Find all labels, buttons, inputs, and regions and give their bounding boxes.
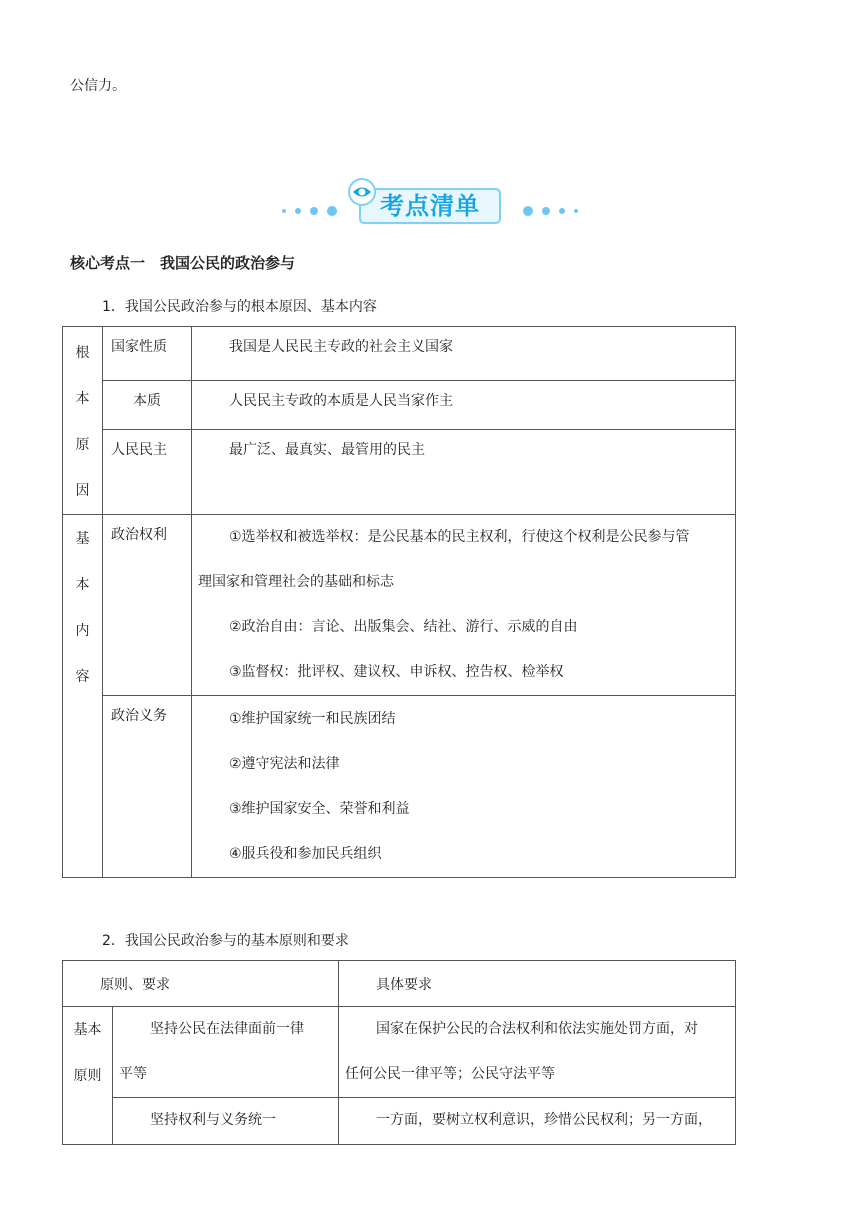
table1-heading: 1．我国公民政治参与的根本原因、基本内容	[102, 299, 377, 315]
group-label-basic-principle: 基本 原则	[63, 1007, 113, 1145]
row-label: 政治权利	[103, 515, 192, 696]
eye-icon	[348, 178, 376, 206]
row-label: 本质	[103, 381, 192, 430]
banner-title: 考点清单	[359, 188, 501, 224]
section-banner	[282, 178, 578, 230]
section-heading: 核心考点一 我国公民的政治参与	[70, 254, 296, 272]
lead-text: 公信力。	[70, 78, 126, 94]
table-row	[63, 1007, 736, 1098]
header-principle: 原则、要求	[63, 961, 339, 1007]
detail-cell: 一方面，要树立权利意识，珍惜公民权利；另一方面，	[339, 1098, 736, 1145]
detail-cell: 国家在保护公民的合法权利和依法实施处罚方面，对 任何公民一律平等；公民守法平等	[339, 1007, 736, 1098]
table-reasons-content	[62, 326, 736, 878]
banner-dots-right	[523, 206, 578, 216]
table-header-row	[63, 961, 736, 1007]
principle-cell: 坚持权利与义务统一	[113, 1098, 339, 1145]
row-label: 政治义务	[103, 696, 192, 878]
table-row	[63, 430, 736, 515]
row-content: ①选举权和被选举权：是公民基本的民主权利，行使这个权利是公民参与管 理国家和管理社会的基础和标志 ②政治自由：言论、出版集会、结社、游行、示威的自由 ③监督权：批评权、建议权、申诉权、控告权、检举权	[192, 515, 736, 696]
table-principles	[62, 960, 736, 1145]
header-detail: 具体要求	[339, 961, 736, 1007]
table-row	[63, 381, 736, 430]
row-content: ①维护国家统一和民族团结 ②遵守宪法和法律 ③维护国家安全、荣誉和利益 ④服兵役和参加民兵组织	[192, 696, 736, 878]
group-label-basic-content: 基 本 内 容	[63, 515, 103, 878]
banner-dots-left	[282, 206, 337, 216]
table-row	[63, 1098, 736, 1145]
row-label: 人民民主	[103, 430, 192, 515]
row-content: 我国是人民民主专政的社会主义国家	[192, 327, 736, 381]
principle-cell: 坚持公民在法律面前一律 平等	[113, 1007, 339, 1098]
group-label-root-reason: 根 本 原 因	[63, 327, 103, 515]
table-row	[63, 327, 736, 381]
row-content: 最广泛、最真实、最管用的民主	[192, 430, 736, 515]
table-row	[63, 696, 736, 878]
row-content: 人民民主专政的本质是人民当家作主	[192, 381, 736, 430]
table2-heading: 2．我国公民政治参与的基本原则和要求	[102, 933, 349, 949]
table-row	[63, 515, 736, 696]
row-label: 国家性质	[103, 327, 192, 381]
